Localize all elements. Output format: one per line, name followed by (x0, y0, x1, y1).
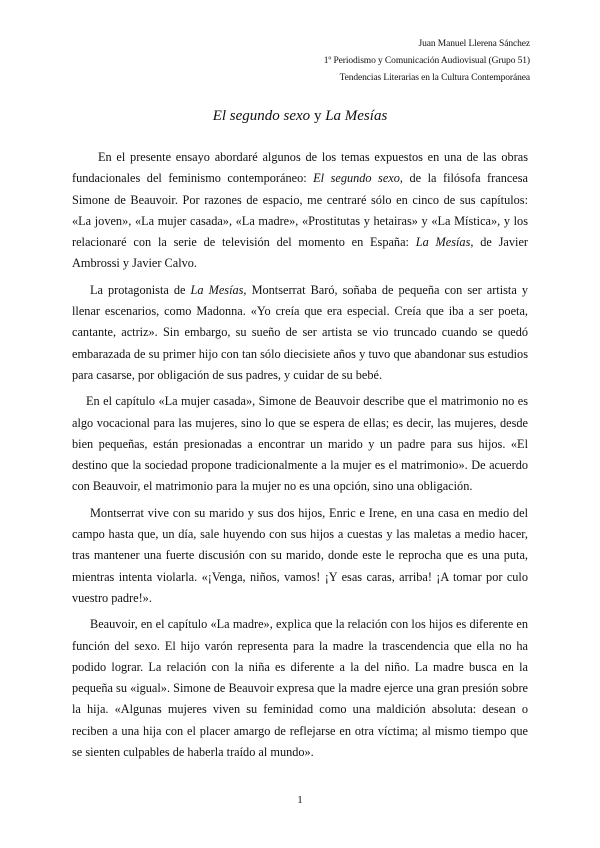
paragraph-2-italic-a: La Mesías, (190, 282, 247, 297)
paragraph-2 (72, 280, 528, 386)
paragraph-5: Beauvoir, en el capítulo «La madre», explica que la relación con los hijos es diferente en función del sexo. El hijo varón representa para la madre la trascendencia que ella no ha podido lograr. La relación con la niña es diferente a la del niño. La madre busca en la pequeña su «igual». Simone de Beauvoir expresa que la madre ejerce una gran presión sobre la hija. «Algunas mujeres viven su feminidad como una maldición absoluta: desean o reciben a una hija con el placer amargo de reflejarse en otra víctima; al mismo tiempo que se sienten culpables de haberla traído al mundo». (72, 617, 528, 760)
document-title (0, 106, 600, 126)
page-header (324, 36, 530, 87)
paragraph-1-text-c: , de Javier Ambrossi y Javier Calvo. (72, 235, 528, 271)
paragraph-2-text-a: La protagonista de (90, 282, 191, 297)
paragraph-2-text-b: Montserrat Baró, soñaba de pequeña con ser artista y llenar escenarios, como Madonna. «Yo creía que era especial. Creía que iba a ser poeta, cantante, actriz». Sin embargo, su sueño de ser artista se vio truncado cuando se quedó embarazada de su primer hijo con tan sólo diecisiete años y tuvo que abandonar sus estudios para casarse, por obligación de sus padres, y cuidar de su bebé. (72, 282, 528, 382)
page-number: 1 (297, 794, 303, 806)
paragraph-4: Montserrat vive con su marido y sus dos hijos, Enric e Irene, en una casa en medio del campo hasta que, un día, sale huyendo con sus hijos a cuestas y las maletas a medio hacer, tras mantener una fuerte discusión con su marido, donde este le reprocha que es una puta, mientras intenta violarla. «¡Venga, niños, vamos! ¡Y esas caras, arriba! ¡A tomar por culo vuestro padre!». (72, 505, 528, 605)
course-name: 1º Periodismo y Comunicación Audiovisual (Grupo 51) (323, 56, 530, 66)
paragraph-1-text-b: , de la filósofa francesa Simone de Beauvoir. Por razones de espacio, me centraré sólo en cinco de sus capítulos: «La joven», «La mujer casada», «La madre», «Prostitutas y hetairas» y «La Mística», y los relacionaré con la serie de televisión del momento en España: (72, 171, 529, 250)
title-book: El segundo sexo (212, 108, 311, 124)
paragraph-3: En el capítulo «La mujer casada», Simone de Beauvoir describe que el matrimonio no es algo vocacional para las mujeres, sino lo que se espera de ellas; es decir, las mujeres, desde bien pequeñas, están presionadas a encontrar un marido y un padre para sus hijos. «El destino que la sociedad propone tradicionalmente a la mujer es el matrimonio». De acuerdo con Beauvoir, el matrimonio para la mujer no es una opción, sino una obligación. (72, 394, 528, 494)
author-name: Juan Manuel Llerena Sánchez (418, 39, 530, 49)
title-series: La Mesías (325, 108, 388, 124)
paragraph-1-italic-b: La Mesías (415, 235, 471, 250)
paragraph-1-text-a: En el presente ensayo abordaré algunos de los temas expuestos en una de las obras fundacionales del feminismo contemporáneo: (72, 150, 528, 186)
subject-name: Tendencias Literarias en la Cultura Contemporánea (339, 73, 530, 83)
title-connector: y (310, 108, 326, 124)
paragraph-1-italic-a: El segundo sexo (313, 171, 400, 186)
paragraph-1 (72, 147, 528, 275)
document-body (72, 147, 528, 768)
